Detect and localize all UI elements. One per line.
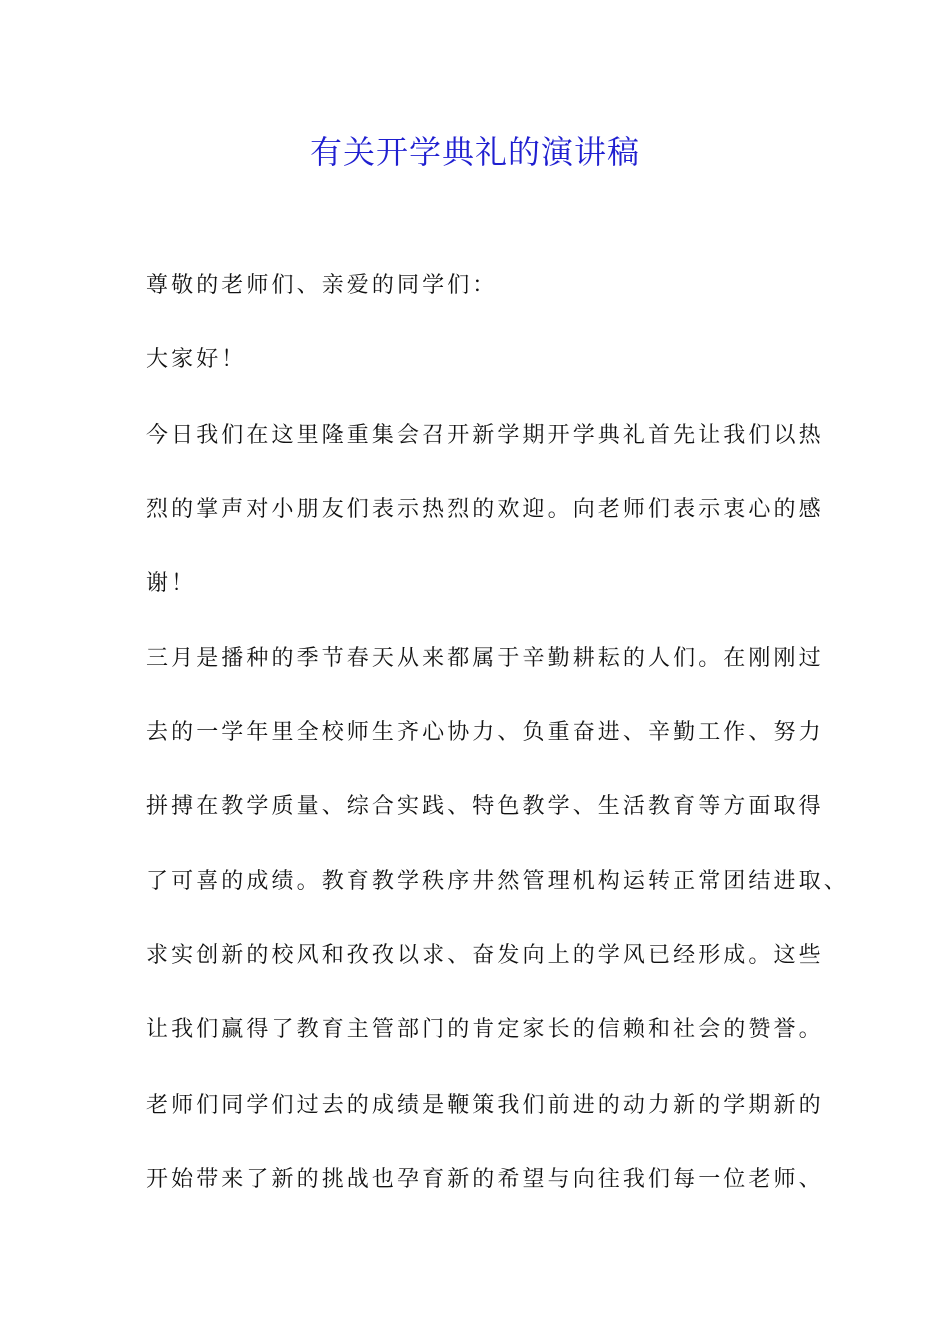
paragraph-line: 去的一学年里全校师生齐心协力、负重奋进、辛勤工作、努力 bbox=[146, 720, 824, 745]
paragraph-line: 今日我们在这里隆重集会召开新学期开学典礼首先让我们以热 bbox=[146, 423, 824, 448]
paragraph-line: 三月是播种的季节春天从来都属于辛勤耕耘的人们。在刚刚过 bbox=[146, 646, 824, 671]
document-title: 有关开学典礼的演讲稿 bbox=[309, 133, 640, 171]
salutation-line: 大家好！ bbox=[146, 347, 247, 372]
paragraph-line: 求实创新的校风和孜孜以求、奋发向上的学风已经形成。这些 bbox=[146, 943, 824, 968]
paragraph-line: 开始带来了新的挑战也孕育新的希望与向往我们每一位老师、 bbox=[146, 1167, 824, 1192]
greeting-line: 尊敬的老师们、亲爱的同学们： bbox=[146, 273, 498, 298]
paragraph-line: 拼搏在教学质量、综合实践、特色教学、生活教育等方面取得 bbox=[146, 794, 824, 819]
paragraph-line: 让我们赢得了教育主管部门的肯定家长的信赖和社会的赞誉。 bbox=[146, 1017, 824, 1042]
paragraph-line: 老师们同学们过去的成绩是鞭策我们前进的动力新的学期新的 bbox=[146, 1093, 824, 1118]
paragraph-line: 了可喜的成绩。教育教学秩序井然管理机构运转正常团结进取、 bbox=[146, 869, 849, 894]
paragraph-line: 谢！ bbox=[146, 571, 197, 596]
paragraph-line: 烈的掌声对小朋友们表示热烈的欢迎。向老师们表示衷心的感 bbox=[146, 497, 824, 522]
